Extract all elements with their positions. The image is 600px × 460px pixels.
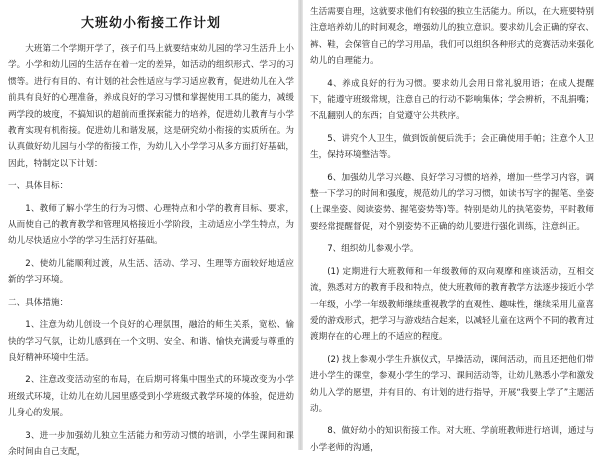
paragraph: (1) 定期进行大班教师和一年级教师的双向观摩和座谈活动，互相交流，熟悉对方的教育手段和特点，使大班教师的教育教学方法逐步接近小学一年级，小学一年级教师继续重视教学的直观性、趣味性，继续采用儿童喜爱的游戏形式，把学习与游戏结合起来，以减轻儿童在这两个不同的教育过渡期存在的心理上的不适应的程度。: [310, 266, 594, 343]
paragraph: 2、使幼儿能顺利过渡，从生活、活动、学习、生理等方面较好地适应新的学习环境。: [8, 258, 294, 286]
paragraph: 2、注意改变活动室的布局，在后期可将集中围坐式的环境改变为小学班级式环境，让幼儿在幼儿园里感受到小学班级式教学环境的体验，促进幼儿身心的发展。: [8, 375, 294, 419]
page-divider: [298, 0, 303, 450]
paragraph: 5、讲究个人卫生，做到饭前便后洗手；会正确使用手帕；注意个人卫生，保持环境整洁等。: [310, 133, 594, 161]
paragraph: 6、加强幼儿学习兴趣、良好学习习惯的培养，增加一些学习内容，调整一下学习的时间和强度，规范幼儿的学习习惯，如读书写字的握笔、坐姿(上课坐姿、阅读姿势、握笔姿势等)等。特别是幼儿的执笔姿势，平时教师要经常提醒督促，对个别姿势不正确的幼儿要进行强化训练，注意纠正。: [310, 172, 594, 232]
paragraph: 3、进一步加强幼儿独立生活能力和劳动习惯的培训，小学生课间和课余时间由自己支配，: [8, 430, 294, 457]
right-page-body: [310, 4, 594, 456]
paragraph: (2) 找上参观小学生升旗仪式，早操活动，课间活动，而且还把他们带进小学生的课堂，参观小学生的学习、课间活动等，让幼儿熟悉小学和激发幼儿入学的愿望，并有目的、有计划的进行指导，开展“我要上学了”主题活动。: [310, 354, 594, 414]
document-title: 大班幼小衔接工作计划: [80, 16, 221, 31]
section-heading: 一、具体目标：: [8, 181, 69, 192]
paragraph: 7、组织幼儿参观小学。: [327, 244, 419, 255]
section-heading: 二、具体措施：: [8, 297, 69, 308]
paragraph: 8、做好幼小的知识衔接工作。对大班、学前班教师进行培训，通过与小学老师的沟通，: [310, 426, 594, 453]
right-page: [304, 0, 600, 453]
left-page-body: [8, 41, 294, 460]
paragraph: 大班第二个学期开学了，孩子们马上就要结束幼儿园的学习生活升上小学。小学和幼儿园的生活存在着一定的差异，如活动的组织形式、学习的习惯等。进行有目的、有计划的社会性适应与学习适应教育，促进幼儿在入学前具有良好的心理准备，养成良好的学习习惯和掌握使用工具的能力，减缓两学段的坡度，不搞知识的超前而重探索能力的培养，促进幼儿教育与小学教育实现有机衔接。促进幼儿和谐发展，这是研究幼小衔接的实质所在。为认真做好幼儿园与小学的衔接工作，为幼儿入小学学习从多方面打好基础，因此，特制定以下计划：: [8, 44, 294, 169]
section-heading: 生活需要自理，这就要求他们有较强的独立生活能力。所以，在大班要特别注意培养幼儿的时间观念，增强幼儿的独立意识。要求幼儿会正确的穿衣、裤、鞋，会保管自己的学习用品，我们可以组织各种形式的竞赛活动来强化幼儿的自理能力。: [310, 7, 594, 67]
paragraph: 1、教师了解小学生的行为习惯、心理特点和小学的教育目标、要求，从而使自己的教育教学和管理风格接近小学阶段，主动适应小学生特点，为幼儿尽快适应小学的学习生活打好基础。: [8, 203, 294, 247]
paragraph: 1、注意为幼儿创设一个良好的心理氛围，融洽的师生关系，宽松、愉快的学习气氛，让幼儿感到在一个文明、安全、和谐、愉快充满爱与尊重的良好精神环境中生活。: [8, 320, 294, 363]
paragraph: 4、养成良好的行为习惯。要求幼儿会用日常礼貌用语；在成人提醒下，能遵守班级常规，注意自己的行动不影响集体；学会辨析，不乱捐嘴；不乱翻别人的东西；自觉遵守公共秩序。: [310, 78, 594, 122]
left-page: [0, 0, 296, 457]
